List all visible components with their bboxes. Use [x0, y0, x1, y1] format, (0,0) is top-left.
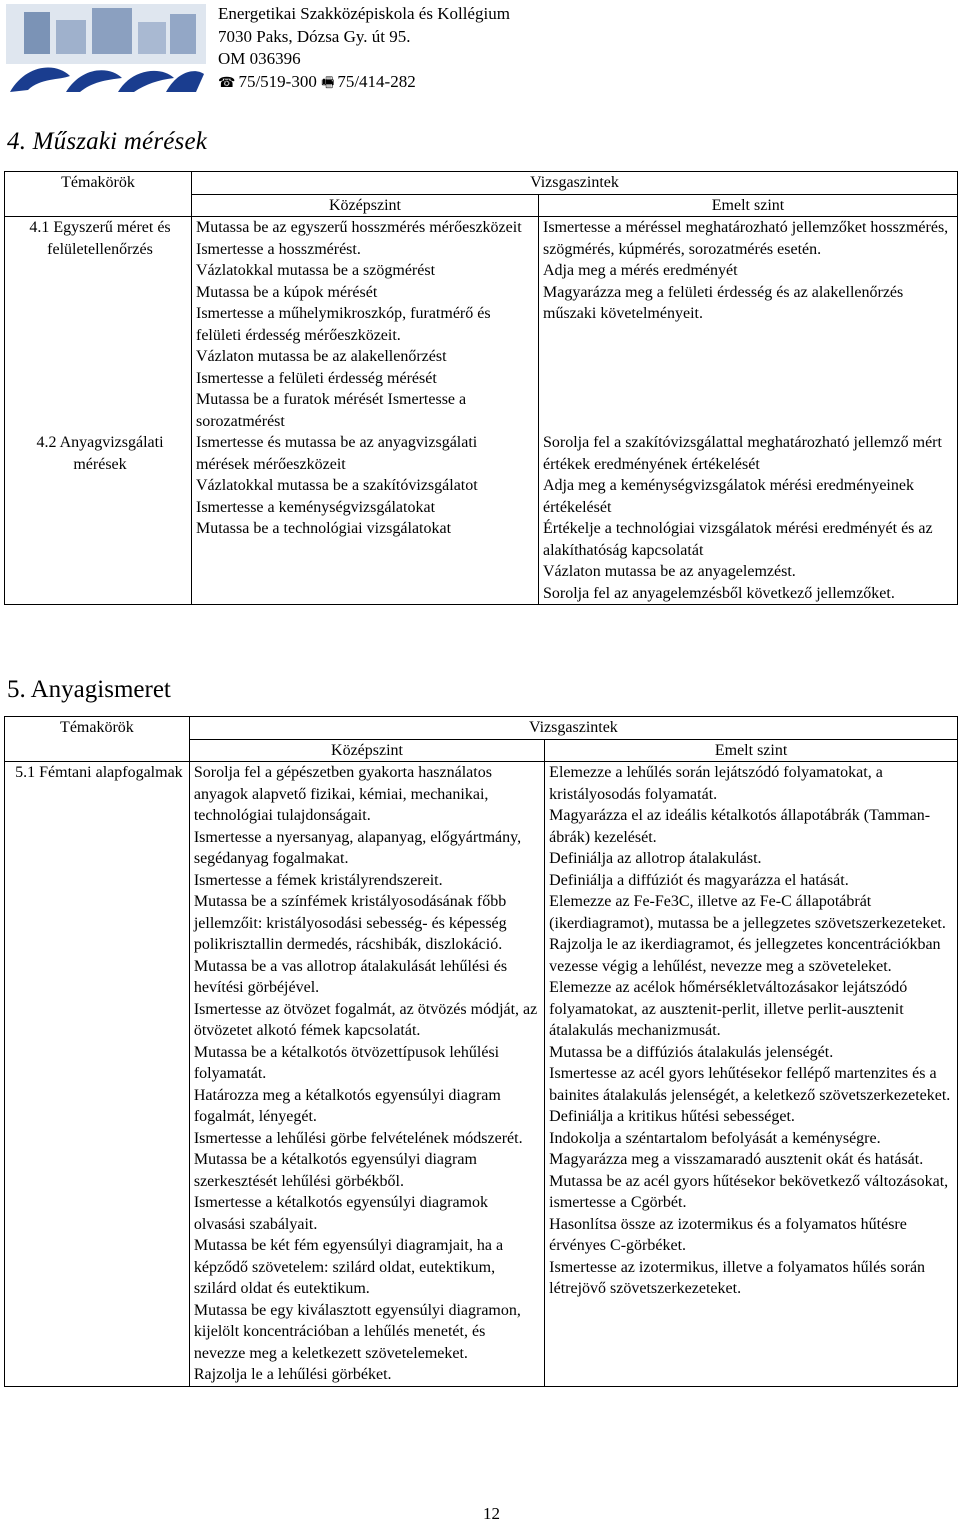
- list-item: Sorolja fel a gépészetben gyakorta használatos anyagok alapvető fizikai, kémiai, mechanikai, technológiai tulajdonságait.: [193, 764, 492, 824]
- list-item: Definiálja az allotrop átalakulást.: [549, 850, 762, 867]
- list-item: Mutassa be a diffúziós átalakulás jelenségét.: [549, 1043, 834, 1061]
- om-number: OM 036396: [218, 49, 301, 68]
- table-row: [5, 432, 958, 605]
- list-item: Vázlatokkal mutassa be a szögmérést: [196, 262, 436, 279]
- list-item: Sorolja fel a szakítóvizsgálattal meghatározható jellemző mért értékek eredményének értékelését: [543, 434, 942, 473]
- section-4-table: [4, 171, 958, 605]
- list-item: Definiálja a kritikus hűtési sebességet.: [549, 1108, 795, 1125]
- list-item: Rajzolja le az ikerdiagramot, és jellegzetes koncentrációkban vezesse végig a lehűlést, nevezze meg a szöveteleket.: [549, 936, 941, 975]
- list-item: Értékelje a technológiai vizsgálatok mérési eredményét és az alakíthatóság kapcsolatát: [543, 520, 933, 559]
- col-mid-header: Középszint: [189, 739, 544, 762]
- col-exams-header: Vizsgaszintek: [192, 172, 958, 195]
- list-item: Magyarázza el az ideális kétalkotós állapotábrák (Tamman-ábrák) kezelését.: [549, 807, 931, 846]
- school-name: Energetikai Szakközépiskola és Kollégium: [218, 4, 510, 23]
- list-item: Ismertesse az acél gyors lehűtésekor fellépő martenzites és a bainites átalakulás jelenségét, a keletkező szövetszerkezeteket.: [549, 1065, 951, 1104]
- topic-cell: 4.2 Anyagvizsgálati mérések: [5, 432, 192, 605]
- list-item: Mutassa be a furatok mérését Ismertesse a sorozatmérést: [196, 391, 467, 430]
- list-item: Adja meg a keménységvizsgálatok mérési eredményeinek értékelését: [543, 477, 914, 516]
- list-item: Ismertesse a nyersanyag, alapanyag, előgyártmány, segédanyag fogalmakat.: [193, 828, 522, 867]
- list-item: Magyarázza meg a felületi érdesség és az alakellenőrzés műszaki követelményeit.: [543, 283, 904, 322]
- section-5-title: 5. Anyagismeret: [7, 676, 171, 703]
- list-item: Ismertesse a fémek kristályrendszereit.: [193, 871, 443, 889]
- list-item: Vázlatokkal mutassa be a szakítóvizsgálatot: [196, 477, 478, 494]
- col-adv-header: Emelt szint: [539, 194, 958, 217]
- list-item: Mutassa be két fém egyensúlyi diagramjait, ha a képződő szövetelem: szilárd oldat, eutektikum, szilárd oldat és eutektikum.: [193, 1237, 504, 1297]
- list-item: Ismertesse a kétalkotós egyensúlyi diagramok olvasási szabályait.: [193, 1194, 488, 1233]
- list-item: Vázlaton mutassa be az anyagelemzést.: [543, 563, 796, 580]
- col-exams-header: Vizsgaszintek: [189, 717, 957, 740]
- list-item: Ismertesse a méréssel meghatározható jellemzőket hosszmérés, szögmérés, kúpmérés, sorozatmérés esetén.: [543, 219, 949, 258]
- topic-cell: 5.1 Fémtani alapfogalmak: [5, 762, 190, 1387]
- list-item: Mutassa be a színfémek kristályosodásának főbb jellemzőit: kristályosodási sebesség- és képesség polikrisztallin dermedés, rácshibák, diszlokáció.: [193, 893, 507, 953]
- col-adv-header: Emelt szint: [545, 739, 958, 762]
- col-topics-header: Témakörök: [5, 172, 192, 217]
- table-row: [5, 762, 958, 1387]
- list-item: Elemezze a lehűlés során lejátszódó folyamatokat, a kristályosodás folyamatát.: [549, 764, 883, 803]
- topic-cell: 4.1 Egyszerű méret és felületellenőrzés: [5, 217, 192, 433]
- list-item: Határozza meg a kétalkotós egyensúlyi diagram fogalmát, lényegét.: [193, 1086, 501, 1125]
- document-header: [0, 0, 960, 110]
- list-item: Mutassa be az egyszerű hosszmérés mérőeszközeit: [196, 219, 522, 236]
- list-item: Mutassa be az acél gyors hűtésekor bekövetkező változásokat, ismertesse a Cgörbét.: [549, 1172, 949, 1211]
- list-item: Ismertesse a lehűlési görbe felvételének módszerét.: [193, 1129, 523, 1147]
- list-item: Ismertesse a keménységvizsgálatokat: [196, 498, 436, 516]
- phone-number: 75/519-300: [238, 71, 317, 91]
- list-item: Ismertesse a műhelymikroszkóp, furatmérő és felületi érdesség mérőeszközeit.: [196, 305, 491, 344]
- phone-icon: ☎: [218, 75, 236, 91]
- list-item: Hasonlítsa össze az izotermikus és a folyamatos hűtésre érvényes C-görbéket.: [549, 1215, 907, 1254]
- list-item: Vázlaton mutassa be az alakellenőrzést: [196, 348, 447, 365]
- list-item: Ismertesse a felületi érdesség mérését: [196, 369, 437, 387]
- page-number: 12: [483, 1504, 500, 1523]
- list-item: Adja meg a mérés eredményét: [543, 262, 738, 279]
- list-item: Mutassa be a kétalkotós egyensúlyi diagram szerkesztését lehűlési görbékből.: [193, 1151, 477, 1190]
- adv-cell: [545, 762, 958, 1387]
- list-item: Mutassa be a vas allotrop átalakulását lehűlési és hevítési görbéjével.: [193, 957, 508, 996]
- list-item: Ismertesse az ötvözet fogalmát, az ötvözés módját, az ötvözetet alkotó fémek kapcsolatát.: [193, 1000, 538, 1039]
- list-item: Mutassa be a kúpok mérését: [196, 283, 378, 301]
- section-4-title: 4. Műszaki mérések: [7, 128, 208, 155]
- adv-cell: [539, 217, 958, 433]
- list-item: Magyarázza meg a visszamaradó ausztenit okát és hatását.: [549, 1151, 924, 1168]
- list-item: Mutassa be a kétalkotós ötvözettípusok lehűlési folyamatát.: [193, 1043, 500, 1082]
- school-logo: [6, 4, 206, 96]
- table-row: [5, 217, 958, 433]
- list-item: Ismertesse a hosszmérést.: [196, 240, 361, 258]
- fax-icon: 🖷: [321, 75, 335, 91]
- list-item: Elemezze az acélok hőmérsékletváltozásakor lejátszódó folyamatokat, az ausztenit-perlit, illetve perlit-ausztenit átalakulás mechanizmusát.: [549, 979, 908, 1039]
- list-item: Ismertesse az izotermikus, illetve a folyamatos hűlés során létrejövő szövetszerkezeteket.: [549, 1258, 926, 1297]
- fax-number: 75/414-282: [337, 71, 416, 91]
- list-item: Elemezze az Fe-Fe3C, illetve az Fe-C állapotábrát (ikerdiagramot), mutassa be a jellegzetes szövetszerkezeteket.: [549, 893, 946, 932]
- mid-cell: [192, 217, 539, 433]
- list-item: Rajzolja le a lehűlési görbéket.: [193, 1366, 392, 1383]
- school-address: 7030 Paks, Dózsa Gy. út 95.: [218, 26, 411, 46]
- list-item: Mutassa be a technológiai vizsgálatokat: [196, 520, 452, 537]
- list-item: Sorolja fel az anyagelemzésből következő jellemzőket.: [543, 584, 895, 602]
- mid-cell: [192, 432, 539, 605]
- list-item: Definiálja a diffúziót és magyarázza el hatását.: [549, 871, 849, 889]
- list-item: Ismertesse és mutassa be az anyagvizsgálati mérések mérőeszközeit: [196, 434, 478, 473]
- list-item: Indokolja a széntartalom befolyását a keménységre.: [549, 1129, 881, 1147]
- col-topics-header: Témakörök: [5, 717, 190, 762]
- col-mid-header: Középszint: [192, 194, 539, 217]
- contact-line: [218, 71, 510, 96]
- mid-cell: [189, 762, 544, 1387]
- adv-cell: [539, 432, 958, 605]
- section-5-table: [4, 716, 958, 1387]
- list-item: Mutassa be egy kiválasztott egyensúlyi diagramon, kijelölt koncentrációban a lehűlés menetét, és nevezze meg a keletkezett szövetelemeket.: [193, 1301, 521, 1362]
